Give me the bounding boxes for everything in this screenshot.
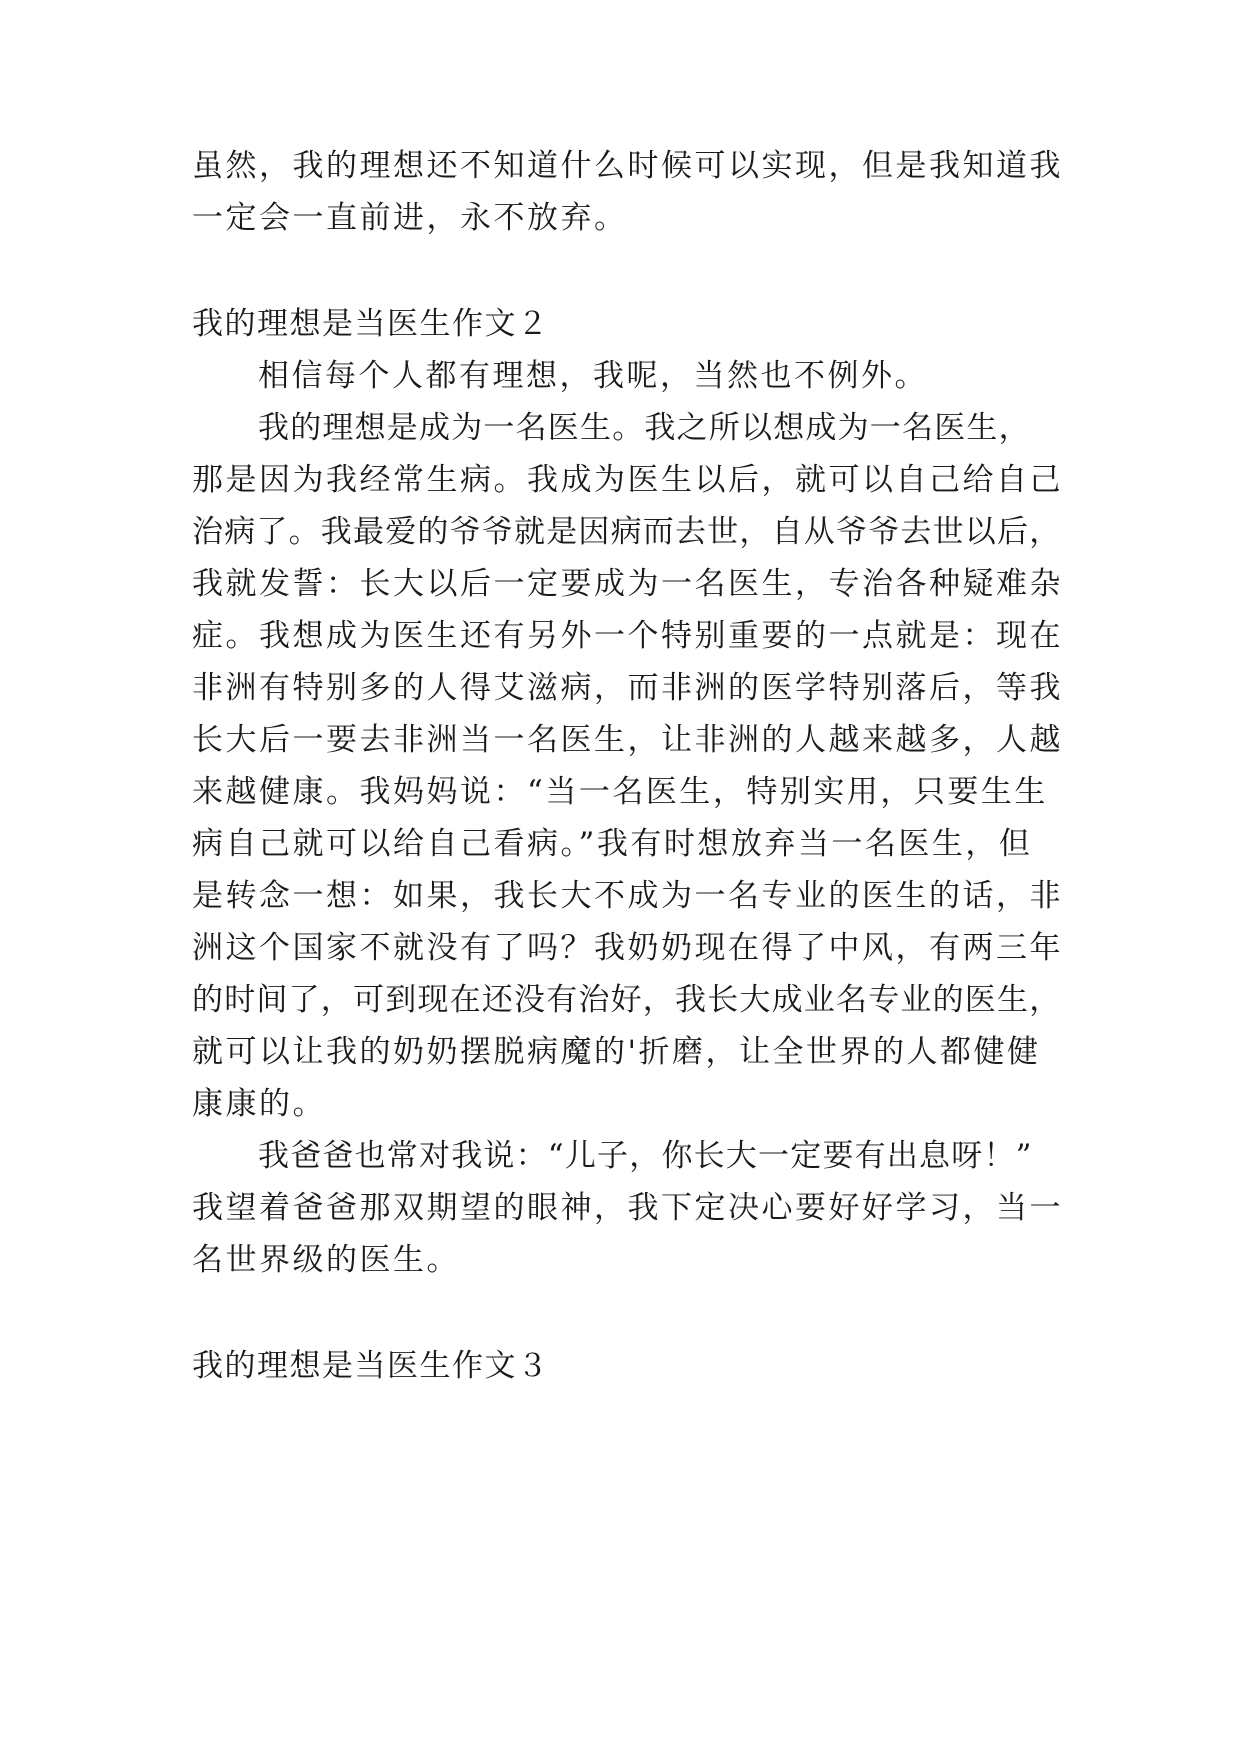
essay-heading: 我的理想是当医生作文３ xyxy=(192,1348,550,1384)
paragraph-line: 非洲有特别多的人得艾滋病，而非洲的医学特别落后，等我 xyxy=(192,670,1063,706)
paragraph-line: 病自己就可以给自己看病。”我有时想放弃当一名医生，但 xyxy=(192,826,1033,862)
paragraph-line: 洲这个国家不就没有了吗？我奶奶现在得了中风，有两三年 xyxy=(192,930,1063,966)
paragraph-line: 治病了。我最爱的爷爷就是因病而去世，自从爷爷去世以后， xyxy=(192,514,1062,550)
paragraph-line: 康康的。 xyxy=(192,1086,326,1122)
paragraph-line: 虽然，我的理想还不知道什么时候可以实现，但是我知道我 xyxy=(192,148,1063,184)
essay-heading: 我的理想是当医生作文２ xyxy=(192,306,550,342)
paragraph-line: 长大后一要去非洲当一名医生，让非洲的人越来越多，人越 xyxy=(192,722,1063,758)
paragraph-line: 那是因为我经常生病。我成为医生以后，就可以自己给自己 xyxy=(192,462,1063,498)
paragraph-line: 就可以让我的奶奶摆脱病魔的'折磨，让全世界的人都健健 xyxy=(192,1034,1041,1070)
paragraph-line: 我的理想是成为一名医生。我之所以想成为一名医生， xyxy=(258,410,1031,446)
paragraph-line: 我爸爸也常对我说：“儿子，你长大一定要有出息呀！” xyxy=(258,1138,1033,1174)
paragraph-line: 是转念一想：如果，我长大不成为一名专业的医生的话，非 xyxy=(192,878,1063,914)
paragraph-line: 相信每个人都有理想，我呢，当然也不例外。 xyxy=(258,358,928,394)
paragraph-line: 来越健康。我妈妈说：“当一名医生，特别实用，只要生生 xyxy=(192,774,1048,810)
paragraph-line: 我就发誓：长大以后一定要成为一名医生，专治各种疑难杂 xyxy=(192,566,1063,602)
paragraph-line: 症。我想成为医生还有另外一个特别重要的一点就是：现在 xyxy=(192,618,1063,654)
paragraph-line: 的时间了，可到现在还没有治好，我长大成业名专业的医生， xyxy=(192,982,1062,1018)
paragraph-line: 我望着爸爸那双期望的眼神，我下定决心要好好学习，当一 xyxy=(192,1190,1063,1226)
paragraph-line: 一定会一直前进，永不放弃。 xyxy=(192,200,628,236)
paragraph-line: 名世界级的医生。 xyxy=(192,1242,460,1278)
